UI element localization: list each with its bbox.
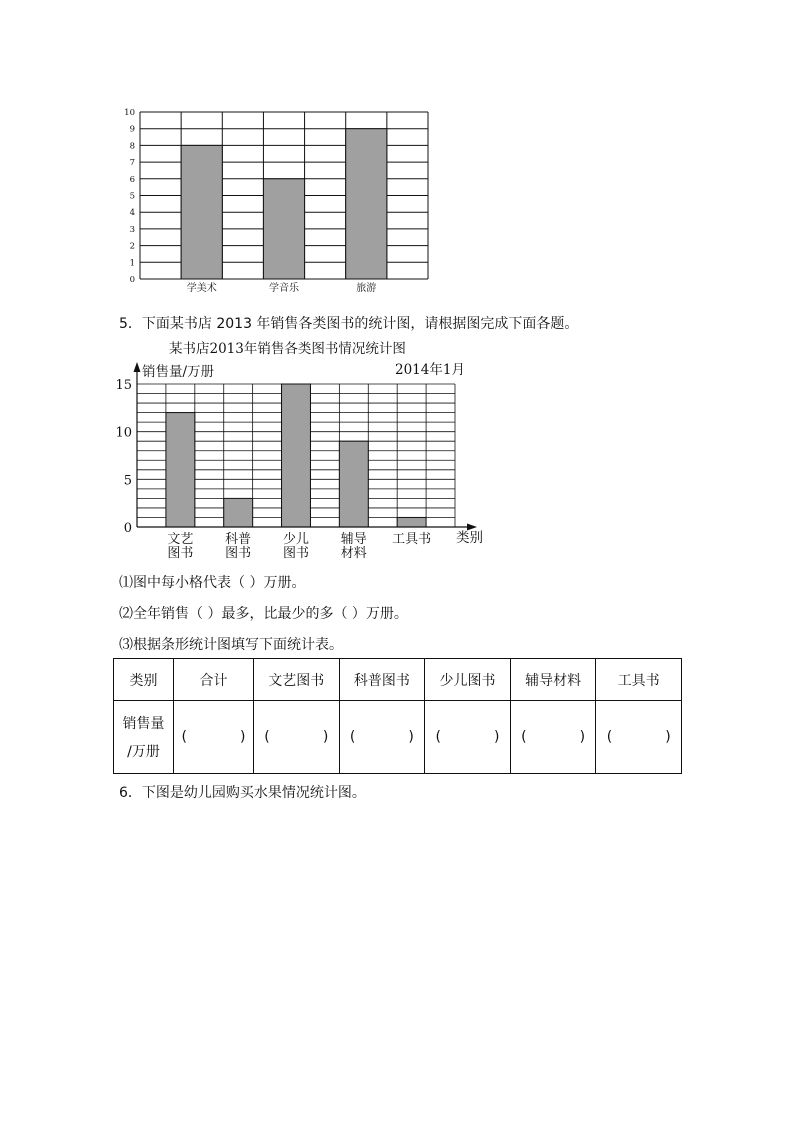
chart-title: 某书店2013年销售各类图书情况统计图	[169, 341, 406, 357]
x-tick-label: 辅导	[340, 532, 367, 547]
y-tick-label: 2	[129, 241, 135, 252]
header-literature: 文艺图书	[254, 659, 340, 701]
top-bar-chart	[0, 0, 794, 300]
y-tick-label: 5	[123, 473, 132, 489]
sub-question-2: ⑵全年销售（ ）最多，比最少的多（ ）万册。	[119, 606, 408, 622]
y-tick-label: 8	[129, 141, 135, 152]
y-tick-label: 10	[115, 425, 132, 441]
bookstore-bar-chart	[0, 330, 794, 570]
blank-cell[interactable]: ( )	[254, 701, 340, 774]
x-tick-label: 少儿	[282, 532, 310, 547]
bar	[282, 384, 311, 527]
header-science: 科普图书	[339, 659, 425, 701]
sub-question-3: ⑶根据条形统计图填写下面统计表。	[119, 637, 343, 653]
header-children: 少儿图书	[425, 659, 511, 701]
y-tick-label: 6	[129, 174, 135, 185]
header-reference: 工具书	[596, 659, 682, 701]
y-tick-label: 0	[129, 275, 135, 285]
bar	[397, 517, 426, 527]
header-category: 类别	[114, 659, 174, 701]
x-tick-label: 材料	[340, 546, 367, 561]
bar	[181, 145, 222, 279]
x-tick-label: 图书	[225, 546, 252, 561]
y-tick-label: 4	[129, 208, 135, 219]
sub-question-1: ⑴图中每小格代表（ ）万册。	[119, 575, 306, 591]
y-tick-label: 5	[129, 191, 135, 202]
row-label	[114, 701, 174, 774]
header-total: 合计	[174, 659, 254, 701]
blank-cell[interactable]: ( )	[425, 701, 511, 774]
blank-cell[interactable]: ( )	[596, 701, 682, 774]
row-label-line1: 销售量	[122, 716, 165, 732]
header-tutoring: 辅导材料	[510, 659, 596, 701]
bar	[263, 179, 304, 279]
y-tick-label: 0	[123, 521, 132, 536]
x-tick-label: 学美术	[186, 283, 217, 294]
x-axis-label: 类别	[456, 530, 483, 546]
x-tick-label: 工具书	[392, 532, 432, 547]
bar	[224, 498, 253, 527]
blank-cell[interactable]: ( )	[339, 701, 425, 774]
row-label-line2: /万册	[127, 744, 160, 760]
table-value-row	[114, 701, 682, 774]
question-6-prompt: 6．下图是幼儿园购买水果情况统计图。	[119, 785, 366, 801]
question-5-prompt: 5．下面某书店 2013 年销售各类图书的统计图，请根据图完成下面各题。	[119, 316, 579, 332]
y-tick-label: 3	[129, 224, 135, 235]
table-header-row	[114, 659, 682, 701]
chart-date: 2014年1月	[395, 362, 465, 378]
y-tick-label: 10	[124, 108, 135, 118]
x-tick-label: 图书	[282, 546, 310, 561]
statistics-table	[113, 658, 682, 774]
bar	[166, 413, 195, 527]
x-tick-label: 旅游	[356, 283, 377, 294]
bar	[339, 441, 368, 527]
x-tick-label: 学音乐	[269, 283, 299, 294]
y-axis-arrow	[134, 362, 141, 372]
y-tick-label: 1	[129, 258, 135, 269]
y-tick-label: 15	[115, 378, 132, 393]
y-tick-label: 9	[129, 124, 135, 135]
x-tick-label: 文艺	[167, 532, 194, 547]
y-tick-label: 7	[129, 158, 135, 169]
bar	[346, 129, 387, 279]
x-tick-label: 科普	[225, 532, 252, 547]
blank-cell[interactable]: ( )	[174, 701, 254, 774]
x-tick-label: 图书	[167, 546, 194, 561]
blank-cell[interactable]: ( )	[510, 701, 596, 774]
y-axis-label: 销售量/万册	[142, 364, 215, 380]
